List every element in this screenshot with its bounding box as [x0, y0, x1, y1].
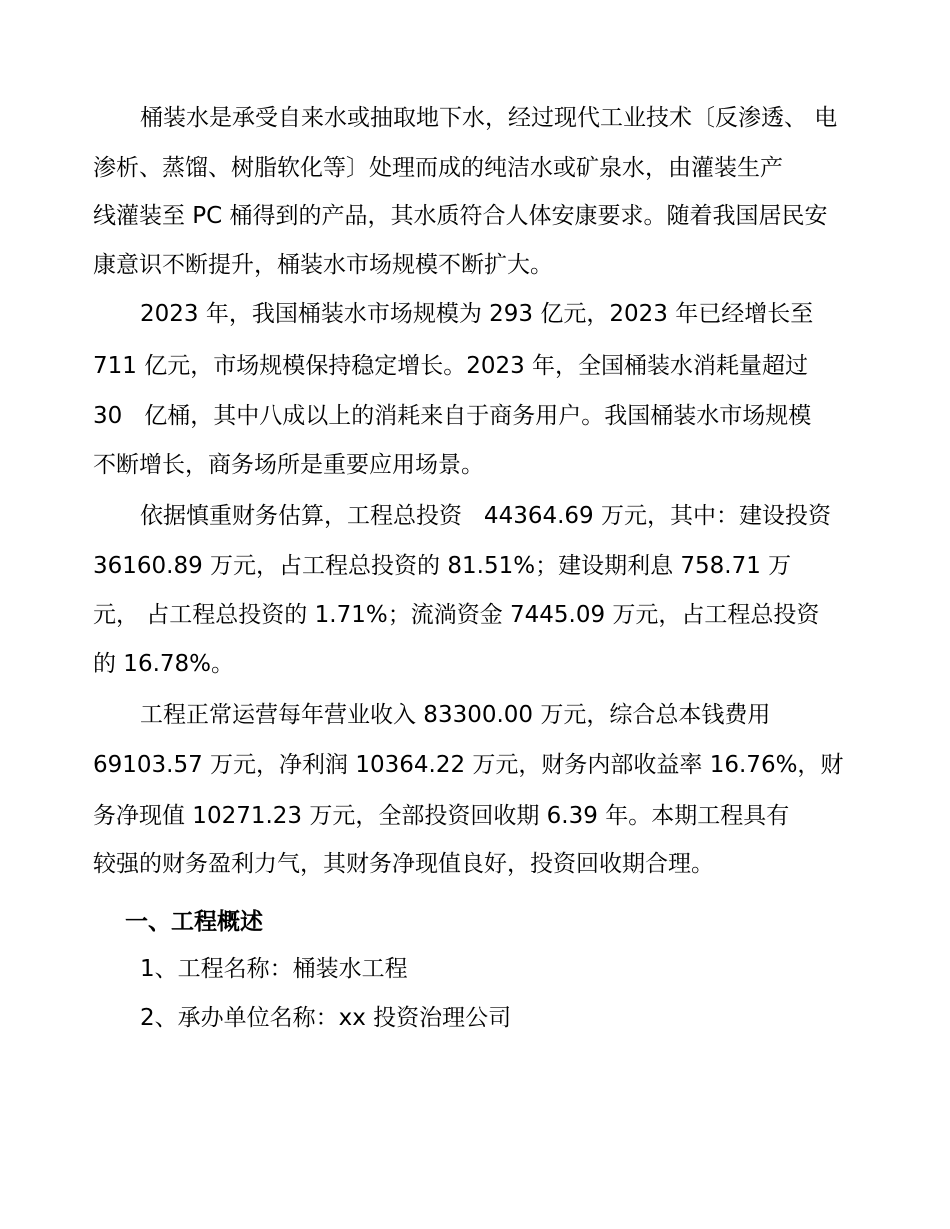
- paragraph-line: 69103.57 万元，净利润 10364.22 万元，财务内部收益率 16.76%，财: [93, 752, 844, 778]
- paragraph-line: 30 亿桶，其中八成以上的消耗来自于商务用户。我国桶装水市场规模: [93, 403, 812, 429]
- paragraph-line: 渗析、蒸馏、树脂软化等〕处理而成的纯洁水或矿泉水，由灌装生产: [93, 155, 783, 181]
- paragraph-line: 不断增长，商务场所是重要应用场景。: [93, 452, 484, 478]
- paragraph-line: 2023 年，我国桶装水市场规模为 293 亿元，2023 年已经增长至: [140, 301, 814, 327]
- list-item: 1、工程名称：桶装水工程: [140, 956, 408, 982]
- section-heading: 一、工程概述: [125, 909, 263, 935]
- paragraph-line: 711 亿元，市场规模保持稳定增长。2023 年，全国桶装水消耗量超过: [93, 353, 809, 379]
- paragraph-line: 较强的财务盈利力气，其财务净现值良好，投资回收期合理。: [93, 851, 714, 877]
- paragraph-line: 桶装水是承受自来水或抽取地下水，经过现代工业技术〔反渗透、 电: [140, 105, 838, 131]
- paragraph-line: 依据慎重财务估算，工程总投资 44364.69 万元，其中：建设投资: [140, 503, 831, 529]
- paragraph-line: 的 16.78%。: [93, 651, 235, 677]
- paragraph-line: 康意识不断提升，桶装水市场规模不断扩大。: [93, 252, 553, 278]
- list-item: 2、承办单位名称：xx 投资治理公司: [140, 1005, 512, 1031]
- paragraph-line: 线灌装至 PC 桶得到的产品，其水质符合人体安康要求。随着我国居民安: [93, 203, 828, 229]
- paragraph-line: 36160.89 万元，占工程总投资的 81.51%；建设期利息 758.71 万: [93, 553, 792, 579]
- paragraph-line: 工程正常运营每年营业收入 83300.00 万元，综合总本钱费用: [140, 702, 771, 728]
- paragraph-line: 务净现值 10271.23 万元，全部投资回收期 6.39 年。本期工程具有: [93, 803, 790, 829]
- paragraph-line: 元， 占工程总投资的 1.71%；流淌资金 7445.09 万元，占工程总投资: [93, 602, 820, 628]
